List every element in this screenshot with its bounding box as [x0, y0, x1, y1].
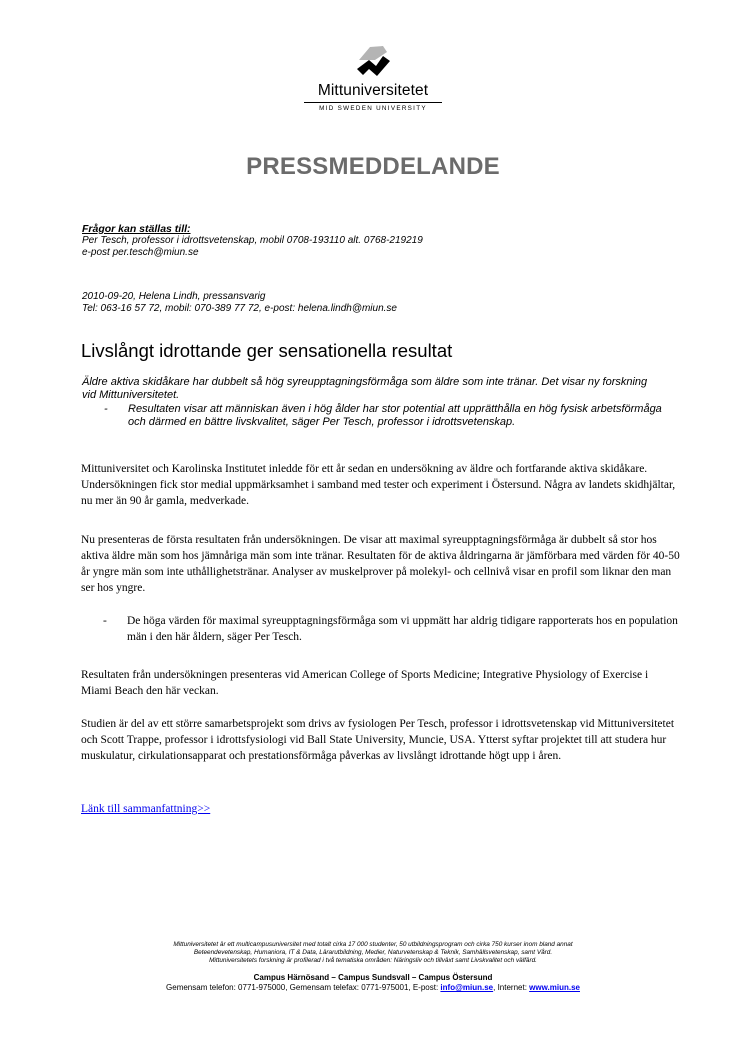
university-logo [280, 42, 466, 113]
footer-website-link[interactable]: www.miun.se [529, 983, 580, 992]
dash-bullet: - [103, 615, 107, 627]
date-contact-block [82, 291, 397, 315]
footer-contact-text: Gemensam telefon: 0771-975000, Gemensam telefax: 0771-975001, E-post: [166, 983, 439, 992]
body-paragraph-4: Studien är del av ett större samarbetsprojekt som drivs av fysiologen Per Tesch, professor i idrottsvetenskap vid Mittuniversitetet och Scott Trappe, professor i idrottsfysiologi vid Ball State University, Muncie, USA. Ytterst syftar projektet till att studera hur muskulatur, cirkulationsapparat och prestationsförmåga påverkas av livslångt idrottande högt upp i åren. [81, 718, 675, 762]
date-line: 2010-09-20, Helena Lindh, pressansvarig [82, 291, 266, 302]
contact-block [82, 223, 423, 259]
contact-line: Per Tesch, professor i idrottsvetenskap, mobil 0708-193110 alt. 0768-219219 [82, 235, 423, 246]
logo-subtitle: MID SWEDEN UNIVERSITY [319, 105, 427, 112]
summary-link[interactable]: Länk till sammanfattning>> [81, 803, 211, 815]
footer-internet-label: , Internet: [493, 983, 527, 992]
lead-quote [82, 403, 662, 428]
press-contact-line: Tel: 063-16 57 72, mobil: 070-389 77 72, e-post: helena.lindh@miun.se [82, 303, 397, 314]
press-release-title: PRESSMEDDELANDE [246, 153, 500, 180]
footer-campuses: Campus Härnösand – Campus Sundsvall – Campus Östersund [253, 973, 493, 982]
body-paragraph-2: Nu presenteras de första resultaten från undersökningen. De visar att maximal syreupptagningsförmåga är dubbelt så stor hos aktiva äldre män som hos jämnåriga män som inte tränar. Resultaten för de aktiva åldringarna är jämförbara med värden för 40-50 år yngre män som inte uthållighetstränar. Analyser av muskelprover på molekyl- och cellnivå visar en profil som liknar den man ser hos yngre. [81, 534, 680, 594]
article-headline: Livslångt idrottande ger sensationella resultat [81, 340, 453, 361]
footer-note-line: Mittuniversitetets forskning är profilerad i två tematiska områden: Näringsliv och tillväxt samt Livskvalitet och välfärd. [209, 957, 537, 964]
footer-contact-line [0, 983, 746, 993]
lead-quote-text: Resultaten visar att människan även i hög ålder har stor potential att upprätthålla en hög fysisk arbetsförmåga och därmed en bättre livskvalitet, säger Per Tesch, professor i idrottsvetenskap. [128, 403, 662, 428]
contact-email-line: e-post per.tesch@miun.se [82, 247, 199, 258]
footer-note-line: Beteendevetenskap, Humaniora, IT & Data, Lärarutbildning, Medier, Naturvetenskap & Teknik, Samhällsvetenskap, samt Vård. [193, 949, 553, 956]
body-quote-text: De höga värden för maximal syreupptagningsförmåga som vi uppmätt har aldrig tidigare rapporterats hos en population män i den här åldern, säger Per Tesch. [127, 615, 678, 643]
page-footer [0, 941, 746, 993]
mittuniversitetet-logo-icon [353, 42, 393, 82]
logo-wordmark: Mittuniversitetet [317, 82, 429, 99]
contact-heading: Frågor kan ställas till: [82, 223, 191, 235]
body-paragraph-1: Mittuniversitet och Karolinska Institutet inledde för ett år sedan en undersökning av äldre och fortfarande aktiva skidåkare. Undersökningen fick stor medial uppmärksamhet i samband med tester och experiment i Östersund. Några av landets skidhjältar, nu mer än 90 år gamla, medverkade. [81, 463, 676, 507]
body-quote [81, 613, 681, 645]
footer-email-link[interactable]: info@miun.se [440, 983, 494, 992]
lead-paragraph: Äldre aktiva skidåkare har dubbelt så hög syreupptagningsförmåga som äldre som inte tränar. Det visar ny forskning vid Mittuniversitetet. [82, 376, 648, 401]
body-paragraph-3: Resultaten från undersökningen presenteras vid American College of Sports Medicine; Integrative Physiology of Exercise i Miami Beach den här veckan. [81, 669, 649, 697]
dash-bullet: - [104, 403, 108, 415]
logo-divider [304, 102, 442, 103]
footer-note-line: Mittuniversitetet är ett multicampusuniversitet med totalt cirka 17 000 studenter, 50 utbildningsprogram och cirka 750 kurser inom bland annat [173, 941, 573, 948]
